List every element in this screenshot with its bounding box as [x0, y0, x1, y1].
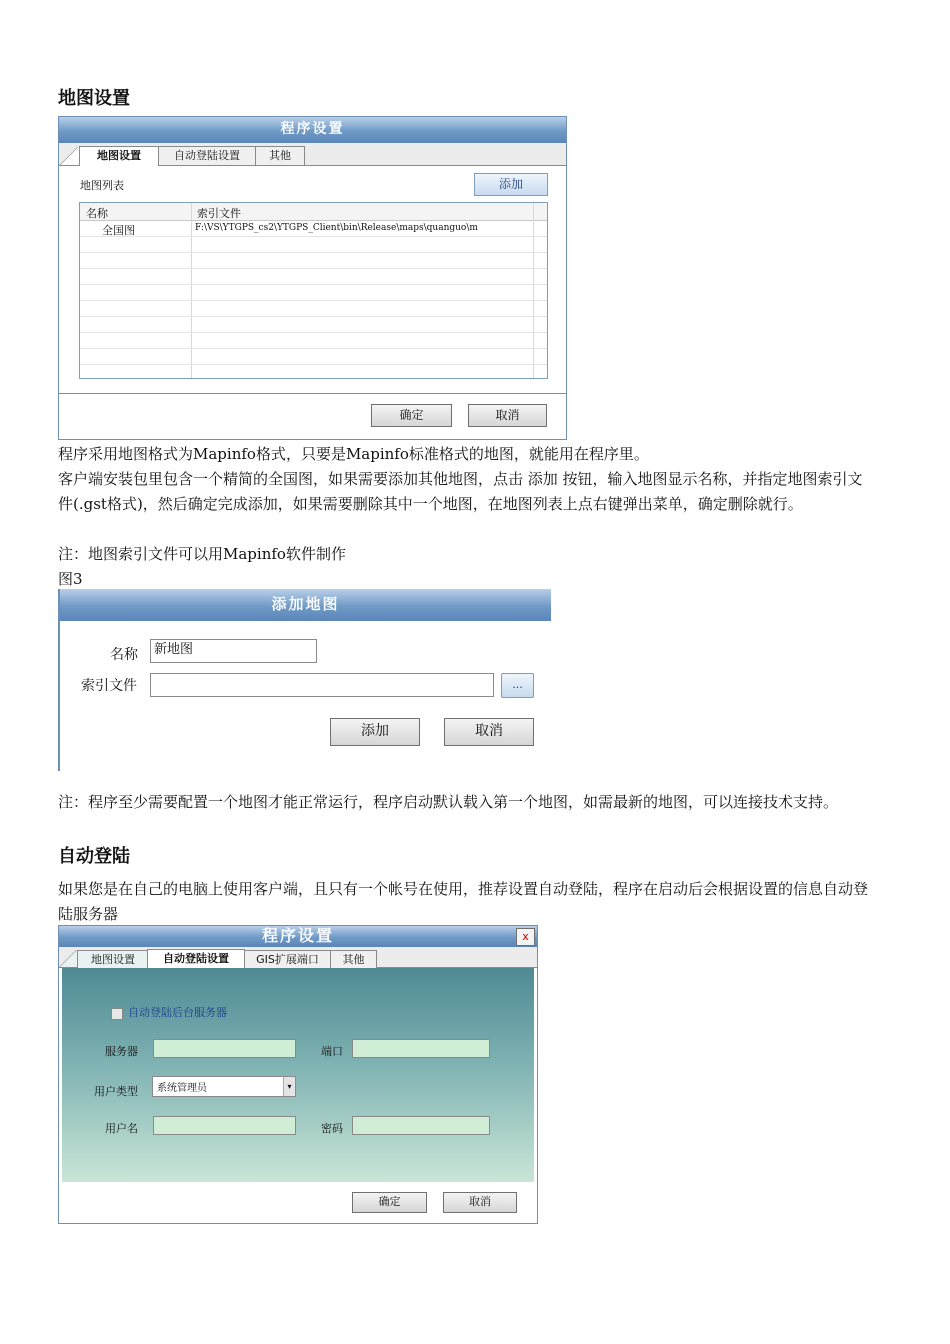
cancel-button[interactable]: 取消 — [468, 404, 547, 427]
section-heading-auto-login: 自动登陆 — [58, 846, 130, 867]
tab-auto-login[interactable]: 自动登陆设置 — [147, 949, 245, 968]
close-icon[interactable]: x — [516, 928, 535, 946]
column-header-index-file[interactable]: 索引文件 — [197, 207, 241, 220]
dialog-title: 程序设置 — [59, 926, 537, 947]
dialog-title: 添加地图 — [60, 589, 551, 621]
table-row — [80, 253, 547, 269]
name-input[interactable]: 新地图 — [150, 639, 317, 663]
add-button[interactable]: 添加 — [330, 718, 420, 746]
port-input[interactable] — [352, 1039, 490, 1058]
table-row — [80, 301, 547, 317]
table-header — [80, 203, 547, 221]
user-type-label: 用户类型 — [94, 1085, 138, 1098]
tab-auto-login[interactable]: 自动登陆设置 — [158, 146, 256, 165]
paragraph-auto-login: 如果您是在自己的电脑上使用客户端，且只有一个帐号在使用，推荐设置自动登陆，程序在启动后会根据设置的信息自动登陆服务器 — [58, 880, 869, 923]
auto-login-checkbox-label: 自动登陆后台服务器 — [128, 1006, 227, 1019]
program-settings-dialog-auto-login — [58, 925, 538, 1224]
table-row[interactable] — [80, 221, 547, 237]
table-row — [80, 269, 547, 285]
column-header-name[interactable]: 名称 — [86, 207, 108, 220]
add-map-button[interactable]: 添加 — [474, 173, 548, 196]
cell-map-name: 全国图 — [102, 224, 135, 237]
username-input[interactable] — [153, 1116, 296, 1135]
cancel-button[interactable]: 取消 — [443, 1192, 517, 1213]
tab-strip — [59, 947, 537, 968]
table-row — [80, 285, 547, 301]
paragraph-map-format: 程序采用地图格式为Mapinfo格式，只要是Mapinfo标准格式的地图，就能用在程序里。 — [58, 445, 649, 463]
password-label: 密码 — [321, 1122, 343, 1135]
table-row — [80, 317, 547, 333]
add-map-dialog — [58, 589, 551, 771]
cancel-button[interactable]: 取消 — [444, 718, 534, 746]
index-file-input[interactable] — [150, 673, 494, 697]
tab-map-settings[interactable]: 地图设置 — [77, 950, 148, 968]
username-label: 用户名 — [105, 1122, 138, 1135]
map-list-label: 地图列表 — [80, 179, 124, 192]
browse-button[interactable]: ... — [501, 673, 534, 698]
tab-gis-port[interactable]: GIS扩展端口 — [244, 950, 331, 968]
dropdown-arrow-icon[interactable]: ▾ — [283, 1077, 295, 1096]
program-settings-dialog-map — [58, 116, 567, 440]
server-label: 服务器 — [105, 1045, 138, 1058]
user-type-select[interactable] — [152, 1076, 296, 1097]
tab-slant-decoration — [59, 147, 79, 165]
paragraph-note-index-file: 注：地图索引文件可以用Mapinfo软件制作 — [58, 545, 346, 563]
name-label: 名称 — [110, 647, 138, 663]
ok-button[interactable]: 确定 — [371, 404, 452, 427]
index-file-label: 索引文件 — [81, 678, 137, 694]
ok-button[interactable]: 确定 — [352, 1192, 427, 1213]
dialog-title: 程序设置 — [59, 117, 566, 143]
cell-index-file: F:\VS\YTGPS_cs2\YTGPS_Client\bin\Release\maps\quanguo\m — [195, 223, 478, 233]
port-label: 端口 — [321, 1045, 343, 1058]
table-row — [80, 349, 547, 365]
tab-other[interactable]: 其他 — [255, 146, 305, 165]
auto-login-panel — [62, 968, 534, 1182]
tab-strip — [59, 143, 566, 166]
table-row — [80, 237, 547, 253]
tab-slant-decoration — [59, 950, 77, 967]
map-list-table[interactable] — [79, 202, 548, 379]
section-heading-map-settings: 地图设置 — [58, 88, 130, 109]
tab-other[interactable]: 其他 — [330, 950, 377, 968]
figure-caption: 图3 — [58, 570, 83, 588]
server-input[interactable] — [153, 1039, 296, 1058]
auto-login-checkbox[interactable] — [111, 1008, 123, 1020]
paragraph-map-add-instructions: 客户端安装包里包含一个精简的全国图，如果需要添加其他地图，点击 添加 按钮，输入地图显示名称，并指定地图索引文件(.gst格式)，然后确定完成添加，如果需要删除其中一个地图，在地图列表上点右键弹出菜单，确定删除就行。 — [58, 470, 863, 513]
user-type-value: 系统管理员 — [157, 1083, 207, 1094]
footer-divider — [59, 393, 566, 394]
tab-map-settings[interactable]: 地图设置 — [79, 146, 159, 166]
password-input[interactable] — [352, 1116, 490, 1135]
table-row — [80, 333, 547, 349]
paragraph-note-startup-map: 注：程序至少需要配置一个地图才能正常运行，程序启动默认载入第一个地图，如需最新的地图，可以连接技术支持。 — [58, 793, 839, 811]
